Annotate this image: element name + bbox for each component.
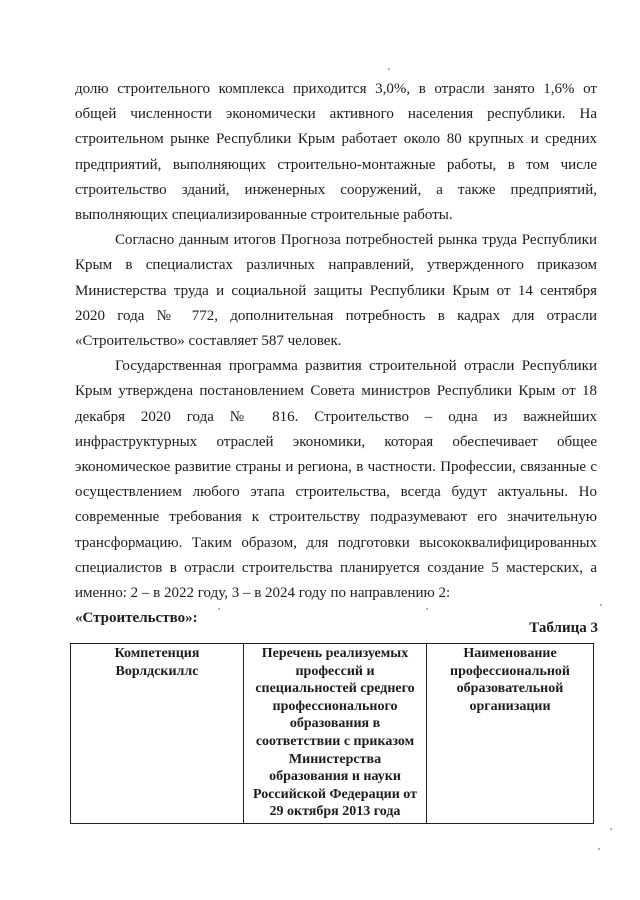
scan-speck: [426, 608, 428, 610]
scan-speck: [610, 828, 612, 830]
table-caption: Таблица 3: [529, 620, 598, 636]
competence-table: [70, 643, 594, 824]
body-text: [75, 77, 597, 631]
paragraph-2: Согласно данным итогов Прогноза потребностей рынка труда Республики Крым в специалистах различных направлений, утвержденного приказом Министерства труда и социальной защиты Республики Крым от 14 сентября 2020 года № 772, дополнительная потребность в кадрах для отрасли «Строительство» составляет 587 человек.: [75, 232, 597, 350]
table-header-row: [71, 644, 594, 824]
header-cell-professions: Перечень реализуемых профессий и специальностей среднего профессионального образования в соответствии с приказом Министерства образования и науки Российской Федерации от 29 октября 2013 года: [244, 644, 427, 824]
paragraph-1: долю строительного комплекса приходится 3,0%, в отрасли занято 1,6% от общей численности экономически активного населения республики. На строительном рынке Республики Крым работает около 80 крупных и средних предприятий, выполняющих строительно-монтажные работы, в том числе строительство зданий, инженерных сооружений, а также предприятий, выполняющих специализированные строительные работы.: [75, 81, 597, 224]
scan-speck: [388, 68, 390, 70]
header-cell-organization: Наименование профессиональной образовательной организации: [427, 644, 594, 824]
scan-speck: [598, 848, 600, 850]
header-cell-competence: Компетенция Ворлдскиллс: [71, 644, 244, 824]
scan-speck: [218, 608, 220, 610]
scan-speck: [600, 604, 602, 606]
paragraph-3: Государственная программа развития строительной отрасли Республики Крым утверждена постановлением Совета министров Республики Крым от 18 декабря 2020 года № 816. Строительство – одна из важнейших инфраструктурных отраслей экономики, которая обеспечивает общее экономическое развитие страны и региона, в частности. Профессии, связанные с осуществлением любого этапа строительства, всегда будут актуальны. Но современные требования к строительству подразумевают его значительную трансформацию. Таким образом, для подготовки высококвалифицированных специалистов в отрасли строительства планируется создание 5 мастерских, а именно: 2 – в 2022 году, 3 – в 2024 году по направлению 2:: [75, 358, 597, 602]
section-subheading: «Строительство»:: [75, 610, 198, 627]
